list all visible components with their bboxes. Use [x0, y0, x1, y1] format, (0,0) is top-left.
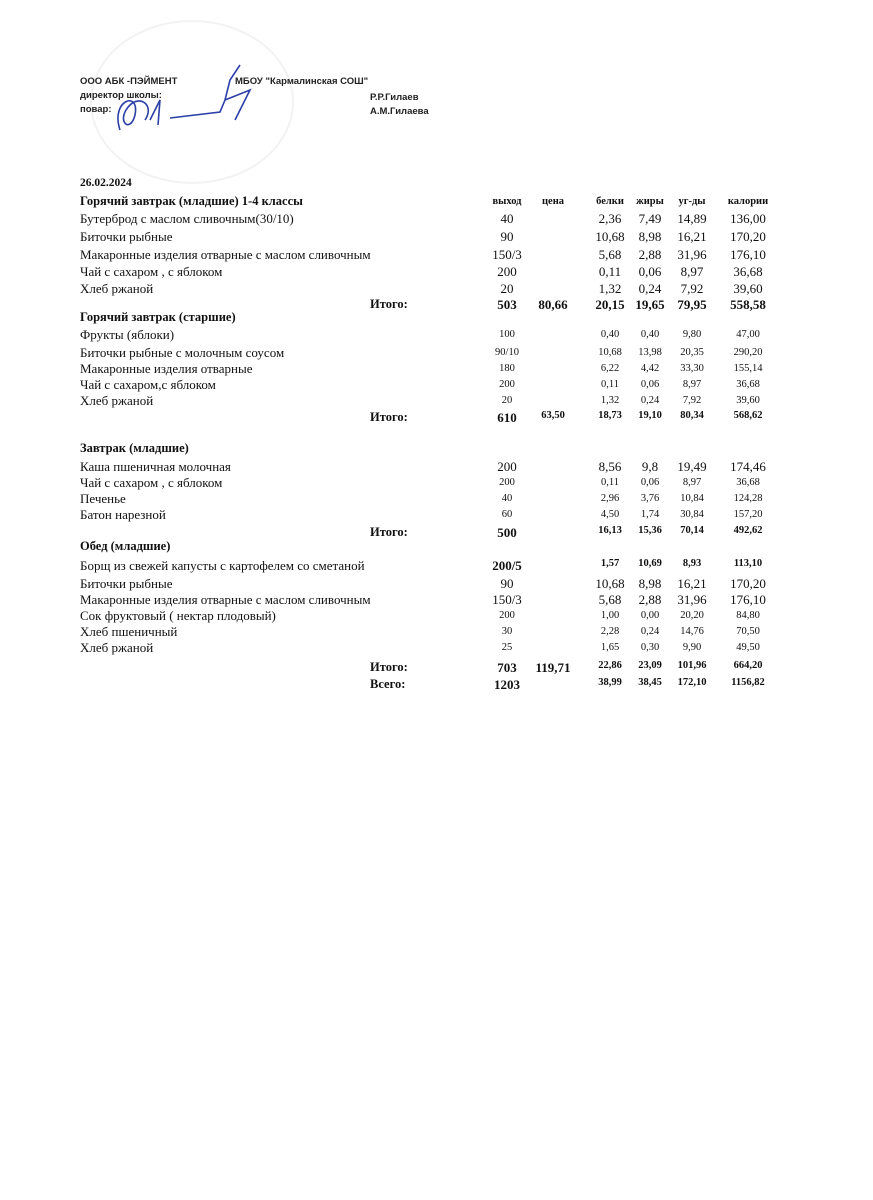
- total-f: 23,09: [638, 660, 662, 671]
- total-f: 15,36: [638, 525, 662, 536]
- total-b: 20,15: [595, 297, 625, 312]
- section-title: Горячий завтрак (старшие): [80, 310, 236, 324]
- dish-name: Каша пшеничная молочная: [80, 459, 231, 474]
- grand-total-label: Всего:: [370, 677, 406, 691]
- director-name: Р.Р.Гилаев: [370, 92, 419, 103]
- cell-out: 20: [500, 281, 514, 296]
- cell-out: 40: [500, 211, 514, 226]
- cell-out: 200/5: [492, 558, 522, 573]
- cell-c: 16,21: [677, 229, 707, 244]
- dish-name: Биточки рыбные с молочным соусом: [80, 345, 285, 360]
- cell-b: 6,22: [600, 363, 620, 374]
- total-f: 19,65: [635, 297, 665, 312]
- cell-out: 30: [501, 626, 513, 637]
- dish-name: Макаронные изделия отварные с маслом сливочным: [80, 592, 371, 607]
- dish-name: Макаронные изделия отварные с маслом сливочным: [80, 247, 371, 262]
- cell-out: 180: [499, 363, 515, 374]
- signature-image: [100, 60, 260, 140]
- cell-b: 8,56: [598, 459, 622, 474]
- cell-kcal: 174,46: [730, 459, 766, 474]
- cell-b: 0,11: [598, 264, 622, 279]
- cell-c: 20,35: [680, 347, 704, 358]
- cell-kcal: 36,68: [736, 477, 760, 488]
- cell-f: 0,00: [640, 610, 660, 621]
- cell-c: 9,80: [682, 329, 702, 340]
- total-b: 18,73: [598, 410, 622, 421]
- total-f: 19,10: [638, 410, 662, 421]
- cell-c: 31,96: [677, 247, 707, 262]
- cook-name: А.М.Гилаева: [370, 106, 429, 117]
- director-label: директор школы:: [80, 90, 162, 101]
- column-header: калории: [727, 196, 769, 207]
- dish-name: Биточки рыбные: [80, 229, 173, 244]
- cell-b: 10,68: [595, 576, 625, 591]
- cell-kcal: 176,10: [730, 592, 766, 607]
- total-label: Итого:: [370, 297, 408, 311]
- cell-kcal: 49,50: [736, 642, 760, 653]
- cell-f: 0,24: [638, 281, 662, 296]
- cell-out: 100: [499, 329, 515, 340]
- cell-f: 2,88: [638, 247, 662, 262]
- cell-f: 10,69: [638, 558, 662, 569]
- total-out: 703: [497, 660, 517, 675]
- cell-kcal: 39,60: [733, 281, 763, 296]
- cook-label: повар:: [80, 104, 112, 115]
- cell-b: 0,40: [600, 329, 620, 340]
- total-kcal: 558,58: [730, 297, 766, 312]
- cell-out: 25: [501, 642, 513, 653]
- cell-out: 40: [501, 493, 513, 504]
- cell-b: 1,32: [598, 281, 622, 296]
- total-label: Итого:: [370, 660, 408, 674]
- cell-c: 19,49: [677, 459, 707, 474]
- dish-name: Хлеб ржаной: [80, 281, 154, 296]
- grand-total-out: 1203: [494, 677, 520, 692]
- grand-total-f: 38,45: [638, 677, 662, 688]
- cell-kcal: 36,68: [733, 264, 763, 279]
- cell-kcal: 155,14: [733, 363, 763, 374]
- dish-name: Макаронные изделия отварные: [80, 361, 253, 376]
- total-c: 101,96: [677, 660, 707, 671]
- total-kcal: 568,62: [733, 410, 763, 421]
- cell-out: 60: [501, 509, 513, 520]
- cell-kcal: 113,10: [733, 558, 763, 569]
- cell-c: 30,84: [680, 509, 704, 520]
- dish-name: Биточки рыбные: [80, 576, 173, 591]
- cell-f: 0,24: [640, 395, 660, 406]
- cell-kcal: 124,28: [733, 493, 763, 504]
- total-price: 80,66: [538, 297, 568, 312]
- document-date: 26.02.2024: [80, 177, 132, 189]
- cell-b: 1,00: [600, 610, 620, 621]
- cell-f: 0,06: [640, 379, 660, 390]
- column-header: выход: [492, 196, 522, 207]
- cell-f: 0,06: [638, 264, 662, 279]
- column-header: жиры: [636, 196, 664, 207]
- cell-out: 150/3: [492, 592, 522, 607]
- grand-total-kcal: 1156,82: [731, 677, 765, 688]
- cell-f: 0,24: [640, 626, 660, 637]
- cell-b: 5,68: [598, 592, 622, 607]
- dish-name: Печенье: [80, 491, 126, 506]
- total-c: 79,95: [677, 297, 707, 312]
- dish-name: Чай с сахаром,с яблоком: [80, 377, 216, 392]
- cell-out: 150/3: [492, 247, 522, 262]
- cell-c: 33,30: [680, 363, 704, 374]
- cell-kcal: 70,50: [736, 626, 760, 637]
- dish-name: Хлеб ржаной: [80, 640, 154, 655]
- cell-b: 5,68: [598, 247, 622, 262]
- cell-c: 8,97: [680, 264, 704, 279]
- cell-kcal: 136,00: [730, 211, 766, 226]
- cell-kcal: 170,20: [730, 576, 766, 591]
- cell-b: 4,50: [600, 509, 620, 520]
- total-c: 70,14: [680, 525, 704, 536]
- cell-f: 9,8: [641, 459, 659, 474]
- grand-total-b: 38,99: [598, 677, 622, 688]
- cell-c: 10,84: [680, 493, 704, 504]
- dish-name: Хлеб ржаной: [80, 393, 154, 408]
- cell-c: 8,97: [682, 477, 702, 488]
- cell-f: 0,40: [640, 329, 660, 340]
- section-title: Завтрак (младшие): [80, 441, 189, 455]
- cell-f: 4,42: [640, 363, 660, 374]
- dish-name: Борщ из свежей капусты с картофелем со сметаной: [80, 558, 365, 573]
- cell-kcal: 290,20: [733, 347, 763, 358]
- cell-f: 8,98: [638, 576, 662, 591]
- cell-f: 3,76: [640, 493, 660, 504]
- cell-out: 20: [501, 395, 513, 406]
- cell-f: 0,06: [640, 477, 660, 488]
- cell-kcal: 157,20: [733, 509, 763, 520]
- cell-kcal: 84,80: [736, 610, 760, 621]
- cell-c: 14,89: [677, 211, 707, 226]
- cell-b: 2,36: [598, 211, 622, 226]
- cell-out: 200: [499, 379, 515, 390]
- cell-f: 8,98: [638, 229, 662, 244]
- section-title: Горячий завтрак (младшие) 1-4 классы: [80, 194, 303, 208]
- dish-name: Сок фруктовый ( нектар плодовый): [80, 608, 276, 623]
- column-header: белки: [596, 196, 624, 207]
- cell-kcal: 36,68: [736, 379, 760, 390]
- cell-f: 2,88: [638, 592, 662, 607]
- cell-f: 0,30: [640, 642, 660, 653]
- total-price: 63,50: [541, 410, 565, 421]
- dish-name: Чай с сахаром , с яблоком: [80, 264, 223, 279]
- cell-c: 7,92: [682, 395, 702, 406]
- total-b: 22,86: [598, 660, 622, 671]
- cell-out: 200: [499, 477, 515, 488]
- total-label: Итого:: [370, 410, 408, 424]
- cell-b: 10,68: [598, 347, 622, 358]
- cell-b: 1,32: [600, 395, 620, 406]
- total-kcal: 492,62: [733, 525, 763, 536]
- cell-b: 0,11: [601, 477, 619, 488]
- cell-f: 13,98: [638, 347, 662, 358]
- column-header: цена: [541, 196, 564, 207]
- dish-name: Чай с сахаром , с яблоком: [80, 475, 223, 490]
- total-kcal: 664,20: [733, 660, 763, 671]
- cell-b: 2,28: [600, 626, 620, 637]
- cell-kcal: 170,20: [730, 229, 766, 244]
- cell-b: 2,96: [600, 493, 620, 504]
- total-label: Итого:: [370, 525, 408, 539]
- school-name: МБОУ "Кармалинская СОШ": [235, 76, 369, 87]
- cell-f: 7,49: [638, 211, 662, 226]
- cell-c: 14,76: [680, 626, 704, 637]
- cell-kcal: 47,00: [736, 329, 760, 340]
- cell-kcal: 39,60: [736, 395, 760, 406]
- org-name: ООО АБК -ПЭЙМЕНТ: [80, 76, 178, 87]
- cell-c: 9,90: [682, 642, 702, 653]
- total-c: 80,34: [680, 410, 704, 421]
- total-price: 119,71: [535, 660, 571, 675]
- cell-c: 7,92: [680, 281, 704, 296]
- cell-out: 200: [497, 459, 517, 474]
- cell-c: 8,97: [682, 379, 702, 390]
- column-header: уг-ды: [678, 196, 706, 207]
- dish-name: Фрукты (яблоки): [80, 327, 175, 342]
- cell-b: 0,11: [601, 379, 619, 390]
- cell-kcal: 176,10: [730, 247, 766, 262]
- cell-c: 16,21: [677, 576, 707, 591]
- cell-out: 200: [497, 264, 517, 279]
- cell-b: 1,65: [600, 642, 620, 653]
- cell-b: 1,57: [600, 558, 620, 569]
- section-title: Обед (младшие): [80, 539, 171, 553]
- cell-out: 90/10: [495, 347, 519, 358]
- total-out: 503: [497, 297, 517, 312]
- grand-total-c: 172,10: [677, 677, 707, 688]
- total-out: 610: [497, 410, 517, 425]
- cell-c: 8,93: [682, 558, 702, 569]
- dish-name: Бутерброд с маслом сливочным(30/10): [80, 211, 294, 226]
- cell-c: 20,20: [680, 610, 704, 621]
- cell-out: 90: [500, 229, 514, 244]
- cell-c: 31,96: [677, 592, 707, 607]
- cell-out: 90: [500, 576, 514, 591]
- total-b: 16,13: [598, 525, 622, 536]
- dish-name: Хлеб пшеничный: [80, 624, 178, 639]
- cell-b: 10,68: [595, 229, 625, 244]
- cell-out: 200: [499, 610, 515, 621]
- cell-f: 1,74: [640, 509, 660, 520]
- total-out: 500: [497, 525, 517, 540]
- dish-name: Батон нарезной: [80, 507, 166, 522]
